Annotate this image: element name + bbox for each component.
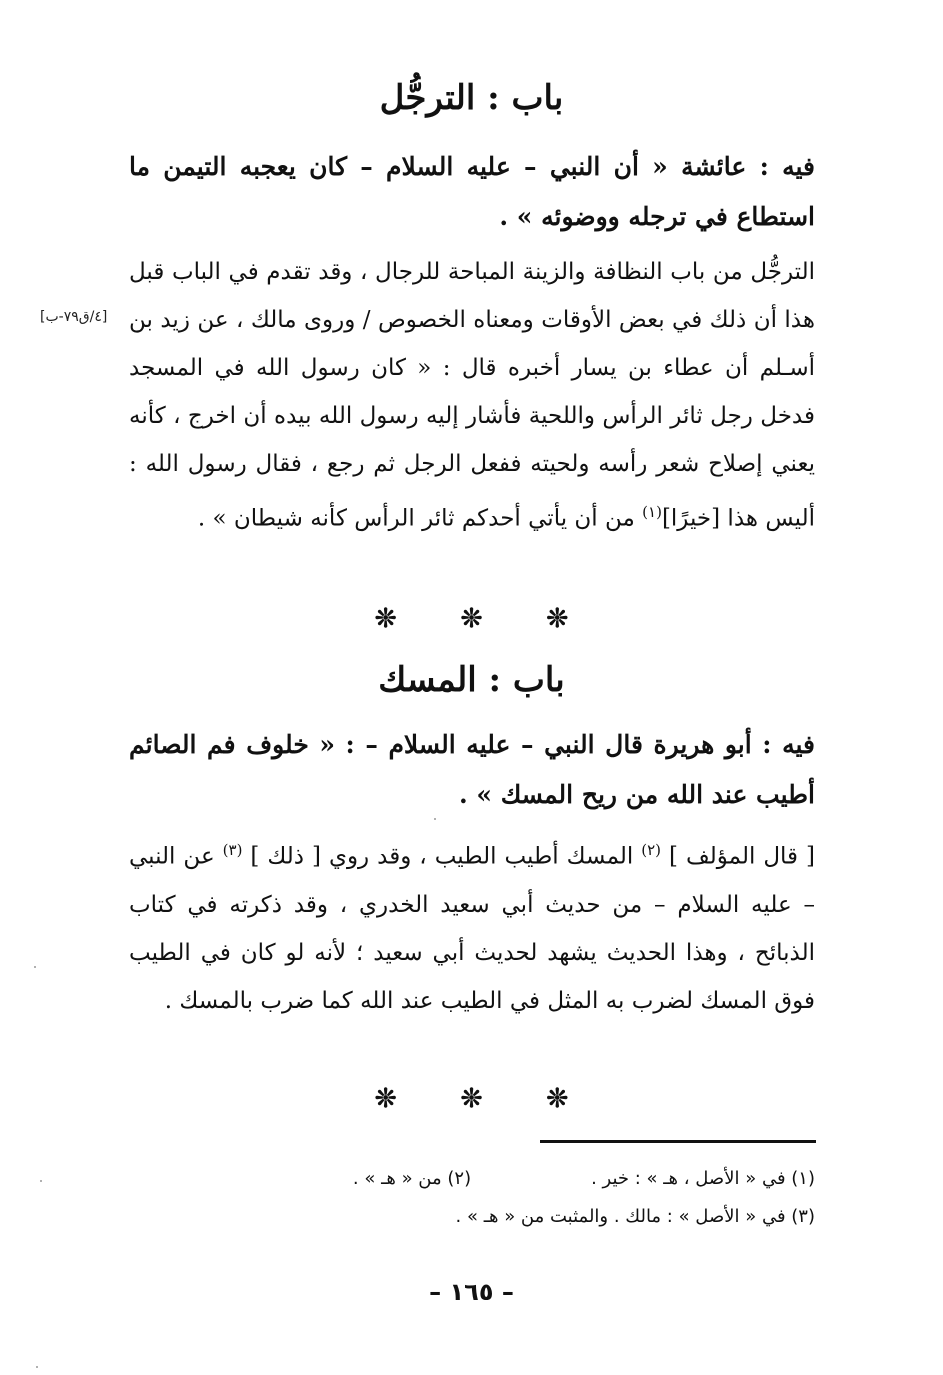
footnote-3: (٣) في « الأصل » : مالك . والمثبت من « هـ » .	[455, 1206, 815, 1227]
footnote-2: (٢) من « هـ » .	[352, 1168, 472, 1189]
footnote-row-2	[129, 1198, 815, 1236]
scan-speck	[434, 818, 436, 820]
commentary-tarajjul-part2: من أن يأتي أحدكم ثائر الرأس كأنه شيطان » .	[197, 505, 643, 532]
scan-speck	[40, 1180, 42, 1182]
chapter-heading-tarajjul: باب : الترجُّل	[379, 78, 564, 118]
footnote-row-1	[129, 1160, 815, 1198]
scan-speck	[36, 1366, 38, 1368]
commentary-misk-part-a: [ قال المؤلف ]	[661, 843, 816, 870]
footnote-ref-1[interactable]: (١)	[642, 503, 662, 521]
separator-star: ❊	[460, 604, 483, 634]
commentary-misk	[129, 826, 815, 1025]
separator-star: ❊	[546, 604, 569, 634]
section-separator-1	[0, 604, 943, 634]
separator-star: ❊	[374, 1084, 397, 1114]
hadith-text-aisha: فيه : عائشة « أن النبي – عليه السلام – كان يعجبه التيمن ما استطاع في ترجله ووضوئه » .	[129, 152, 815, 231]
page-number: – ١٦٥ –	[429, 1278, 514, 1306]
chapter-heading-misk: باب : المسك	[378, 660, 565, 700]
section-separator-2	[0, 1084, 943, 1114]
footnote-ref-2[interactable]: (٢)	[641, 841, 662, 859]
hadith-text-abu-hurayra: فيه : أبو هريرة قال النبي – عليه السلام – : « خلوف فم الصائم أطيب عند الله من ريح المسك » .	[129, 730, 815, 809]
scan-speck	[34, 966, 36, 968]
commentary-misk-part-b: المسك أطيب الطيب ، وقد روي [ ذلك ]	[242, 843, 642, 870]
separator-star: ❊	[546, 1084, 569, 1114]
commentary-tarajjul-part1: الترجُّل من باب النظافة والزينة المباحة للرجال ، وقد تقدم في الباب قبل هذا أن ذلك في بعض الأوقات ومعناه الخصوص / وروى مالك ، عن زيد بن أسـلم أن عطاء بن يسار أخبره قال : « كان رسول الله في المسجد فدخل رجل ثائر الرأس واللحية فأشار إليه رسول الله بيده أن اخرج ، كأنه يعني إصلاح شعر رأسه ولحيته ففعل الرجل ثم رجع ، فقال رسول الله : أليس هذا [خيرًا]	[129, 259, 815, 532]
commentary-misk-part-c: عن النبي – عليه السلام – من حديث أبي سعيد الخدري ، وقد ذكرته في كتاب الذبائح ، وهذا الحديث يشهد لحديث أبي سعيد ؛ لأنه لو كان في الطيب فوق المسك لضرب به المثل في الطيب عند الله كما ضرب بالمسك .	[129, 843, 815, 1014]
footnote-1: (١) في « الأصل ، هـ » : خير .	[591, 1168, 815, 1189]
manuscript-margin-note: [٤/ق٧٩-ب]	[40, 309, 108, 325]
footnote-ref-3[interactable]: (٣)	[222, 841, 243, 859]
footnote-divider	[540, 1140, 816, 1143]
footnotes	[129, 1160, 815, 1236]
separator-star: ❊	[460, 1084, 483, 1114]
separator-star: ❊	[374, 604, 397, 634]
commentary-tarajjul	[129, 248, 815, 543]
